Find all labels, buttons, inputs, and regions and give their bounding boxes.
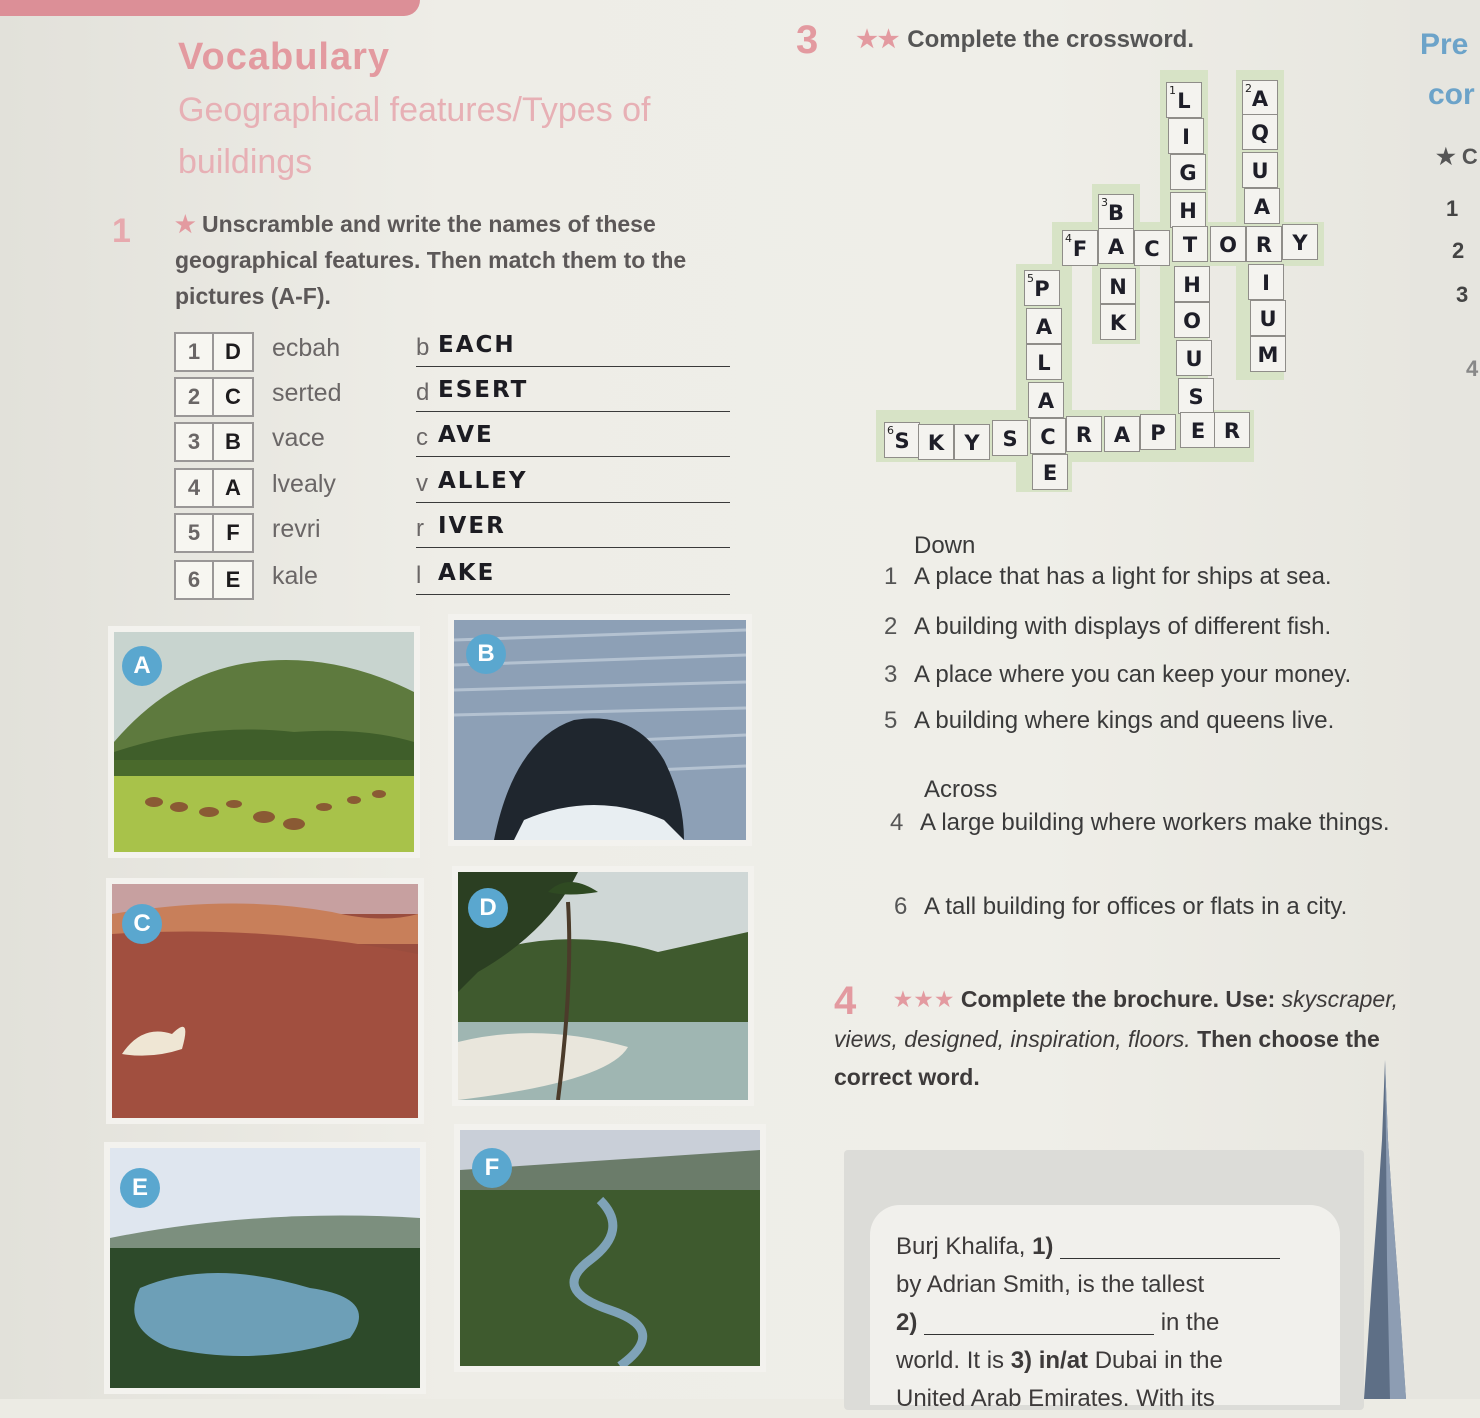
crossword-cell[interactable]: Y xyxy=(954,424,990,460)
crossword-cell[interactable]: A xyxy=(1104,416,1140,452)
clue-number: 2 xyxy=(1245,82,1252,95)
crossword-cell[interactable]: H xyxy=(1174,266,1210,302)
photo-label-e: E xyxy=(120,1168,160,1208)
scrambled-word: kale xyxy=(272,562,318,590)
answer-line[interactable] xyxy=(416,332,730,367)
scrambled-word: ecbah xyxy=(272,334,341,362)
unscramble-row xyxy=(174,468,734,506)
answer-box[interactable] xyxy=(174,422,254,462)
answer-box[interactable] xyxy=(174,332,254,372)
scrambled-word: serted xyxy=(272,379,342,407)
crossword-cell[interactable]: S xyxy=(992,420,1028,456)
crossword-cell[interactable]: G xyxy=(1170,154,1206,190)
exercise-1-number: 1 xyxy=(112,212,131,250)
down-clue: 5 A building where kings and queens live. xyxy=(884,707,1335,734)
crossword-cell[interactable]: U xyxy=(1250,300,1286,336)
answer-line[interactable] xyxy=(416,513,730,548)
crossword-cell[interactable]: I xyxy=(1168,118,1204,154)
unscramble-row xyxy=(174,332,734,370)
answer-line[interactable] xyxy=(416,468,730,503)
first-letter: l xyxy=(416,562,422,589)
crossword-cell[interactable]: M xyxy=(1250,336,1286,372)
crossword-cell[interactable]: F 4 xyxy=(1062,230,1098,266)
next-page-subtitle: cor xyxy=(1428,78,1475,111)
crossword-cell[interactable]: E xyxy=(1180,412,1216,448)
section-title: Vocabulary xyxy=(178,36,391,78)
crossword-cell[interactable]: A 2 xyxy=(1242,80,1278,116)
exercise-1-instruction: ★ Unscramble and write the names of these geographical features. Then match them to the pictures (A-F). xyxy=(175,211,687,309)
crossword-cell[interactable]: R xyxy=(1214,412,1250,448)
down-clue: 3 A place where you can keep your money. xyxy=(884,661,1352,688)
crossword-cell[interactable]: A xyxy=(1026,308,1062,344)
next-page-title: Pre xyxy=(1420,28,1469,61)
down-clue: 1 A place that has a light for ships at sea. xyxy=(884,563,1332,590)
next-page-item: 1 xyxy=(1446,196,1459,221)
next-page-edge xyxy=(1410,0,1480,1399)
blank-2[interactable] xyxy=(924,1312,1154,1335)
item-number: 4 xyxy=(176,470,214,506)
first-letter: r xyxy=(416,515,424,542)
picture-letter[interactable]: E xyxy=(225,567,241,592)
crossword-cell[interactable]: S xyxy=(1178,378,1214,414)
blank-1[interactable] xyxy=(1060,1236,1280,1259)
item-number: 2 xyxy=(176,379,214,415)
picture-letter[interactable]: D xyxy=(225,339,241,364)
scrambled-word: revri xyxy=(272,515,321,543)
across-clue: 6 A tall building for offices or flats in a city. xyxy=(894,893,1348,920)
crossword-cell[interactable]: Q xyxy=(1242,114,1278,150)
crossword-cell[interactable]: O xyxy=(1174,302,1210,338)
choice-in-at[interactable]: 3) in/at xyxy=(1010,1347,1089,1374)
answer-box[interactable] xyxy=(174,560,254,600)
answer-box[interactable] xyxy=(174,513,254,553)
crossword-cell[interactable]: S 6 xyxy=(884,422,920,458)
answer-box[interactable] xyxy=(174,377,254,417)
clue-number: 6 xyxy=(887,424,894,437)
first-letter: b xyxy=(416,334,430,361)
scrambled-word: vace xyxy=(272,424,325,452)
handwritten-answer: IVER xyxy=(438,513,506,539)
exercise-3-heading xyxy=(796,18,1194,63)
down-clue: 2 A building with displays of different fish. xyxy=(884,613,1332,640)
handwritten-answer: EACH xyxy=(438,332,516,358)
handwritten-answer: AVE xyxy=(438,422,494,448)
crossword-cell[interactable]: A xyxy=(1098,228,1134,264)
unscramble-row xyxy=(174,422,734,460)
item-number: 3 xyxy=(176,424,214,460)
clue-number: 5 xyxy=(1027,272,1034,285)
crossword-cell[interactable]: I xyxy=(1248,264,1284,300)
crossword-cell[interactable]: B 3 xyxy=(1098,194,1134,230)
crossword-cell[interactable]: N xyxy=(1100,268,1136,304)
across-heading: Across xyxy=(924,776,998,803)
exercise-3-instruction: Complete the crossword. xyxy=(907,25,1195,53)
crossword-cell[interactable]: C xyxy=(1134,230,1170,266)
picture-letter[interactable]: B xyxy=(225,429,241,454)
item-number: 1 xyxy=(176,334,214,370)
burj-khalifa-illustration xyxy=(1360,1060,1410,1399)
item-number: 5 xyxy=(176,515,214,551)
answer-box[interactable] xyxy=(174,468,254,508)
crossword-cell[interactable]: R xyxy=(1246,226,1282,262)
first-letter: v xyxy=(416,470,428,497)
crossword-cell[interactable]: H xyxy=(1170,192,1206,228)
exercise-3-number: 3 xyxy=(796,18,819,62)
handwritten-answer: ESERT xyxy=(438,377,529,403)
crossword-cell[interactable]: L 1 xyxy=(1166,82,1202,118)
crossword-cell[interactable]: K xyxy=(1100,304,1136,340)
next-page-item: 2 xyxy=(1452,238,1465,263)
next-page-item: 4 xyxy=(1466,356,1479,381)
top-decorative-band xyxy=(0,0,420,16)
photo-label-b: B xyxy=(466,634,506,674)
crossword-cell[interactable]: O xyxy=(1210,226,1246,262)
star-icon: ★ xyxy=(175,211,196,237)
down-heading: Down xyxy=(914,532,976,559)
crossword-cell[interactable]: U xyxy=(1176,340,1212,376)
crossword-cell[interactable]: C xyxy=(1030,418,1066,454)
brochure-text: Burj Khalifa, 1) by Adrian Smith, is the tallest 2) in the world. It is 3) in/at Dubai in the United Arab Emirates. With its xyxy=(896,1228,1316,1418)
answer-line[interactable] xyxy=(416,422,730,457)
next-page-exercise: ★ C xyxy=(1436,144,1478,169)
crossword-cell[interactable]: A xyxy=(1028,382,1064,418)
crossword-cell[interactable]: E xyxy=(1032,454,1068,490)
crossword-cell[interactable]: K xyxy=(918,424,954,460)
handwritten-answer: ALLEY xyxy=(438,468,528,494)
clue-number: 1 xyxy=(1169,84,1176,97)
photo-label-d: D xyxy=(468,888,508,928)
clue-number: 3 xyxy=(1101,196,1108,209)
stars-icon: ★★ xyxy=(856,25,900,53)
photo-label-f: F xyxy=(472,1148,512,1188)
item-number: 6 xyxy=(176,562,214,598)
crossword-cell[interactable]: T xyxy=(1172,226,1208,262)
scrambled-word: lvealy xyxy=(272,470,336,498)
across-clue: 4 A large building where workers make things. xyxy=(890,809,1390,836)
crossword-cell[interactable]: Y xyxy=(1282,224,1318,260)
crossword-cell[interactable]: A xyxy=(1244,188,1280,224)
unscramble-row xyxy=(174,377,734,415)
first-letter: c xyxy=(416,424,428,451)
photo-label-a: A xyxy=(122,646,162,686)
answer-line[interactable] xyxy=(416,560,730,595)
crossword-cell[interactable]: L xyxy=(1026,344,1062,380)
picture-letter[interactable]: C xyxy=(225,384,241,409)
crossword-cell[interactable]: P 5 xyxy=(1024,270,1060,306)
handwritten-answer: AKE xyxy=(438,560,496,586)
stars-icon: ★★★ xyxy=(892,986,955,1012)
picture-letter[interactable]: F xyxy=(226,520,240,545)
crossword-cell[interactable]: U xyxy=(1242,152,1278,188)
exercise-4-number: 4 xyxy=(834,978,857,1023)
next-page-item: 3 xyxy=(1456,282,1469,307)
answer-line[interactable] xyxy=(416,377,730,412)
photo-label-c: C xyxy=(122,904,162,944)
picture-letter[interactable]: A xyxy=(225,475,241,500)
unscramble-row xyxy=(174,513,734,551)
first-letter: d xyxy=(416,379,430,406)
crossword-cell[interactable]: P xyxy=(1140,414,1176,450)
clue-number: 4 xyxy=(1065,232,1072,245)
unscramble-row xyxy=(174,560,734,598)
crossword-cell[interactable]: R xyxy=(1066,416,1102,452)
section-subtitle: Geographical features/Types of buildings xyxy=(178,91,651,181)
exercise-4-instruction: 4 ★★★ Complete the brochure. Use: skyscraper, views, designed, inspiration, floors. Then choose the correct word. xyxy=(834,978,1398,1090)
